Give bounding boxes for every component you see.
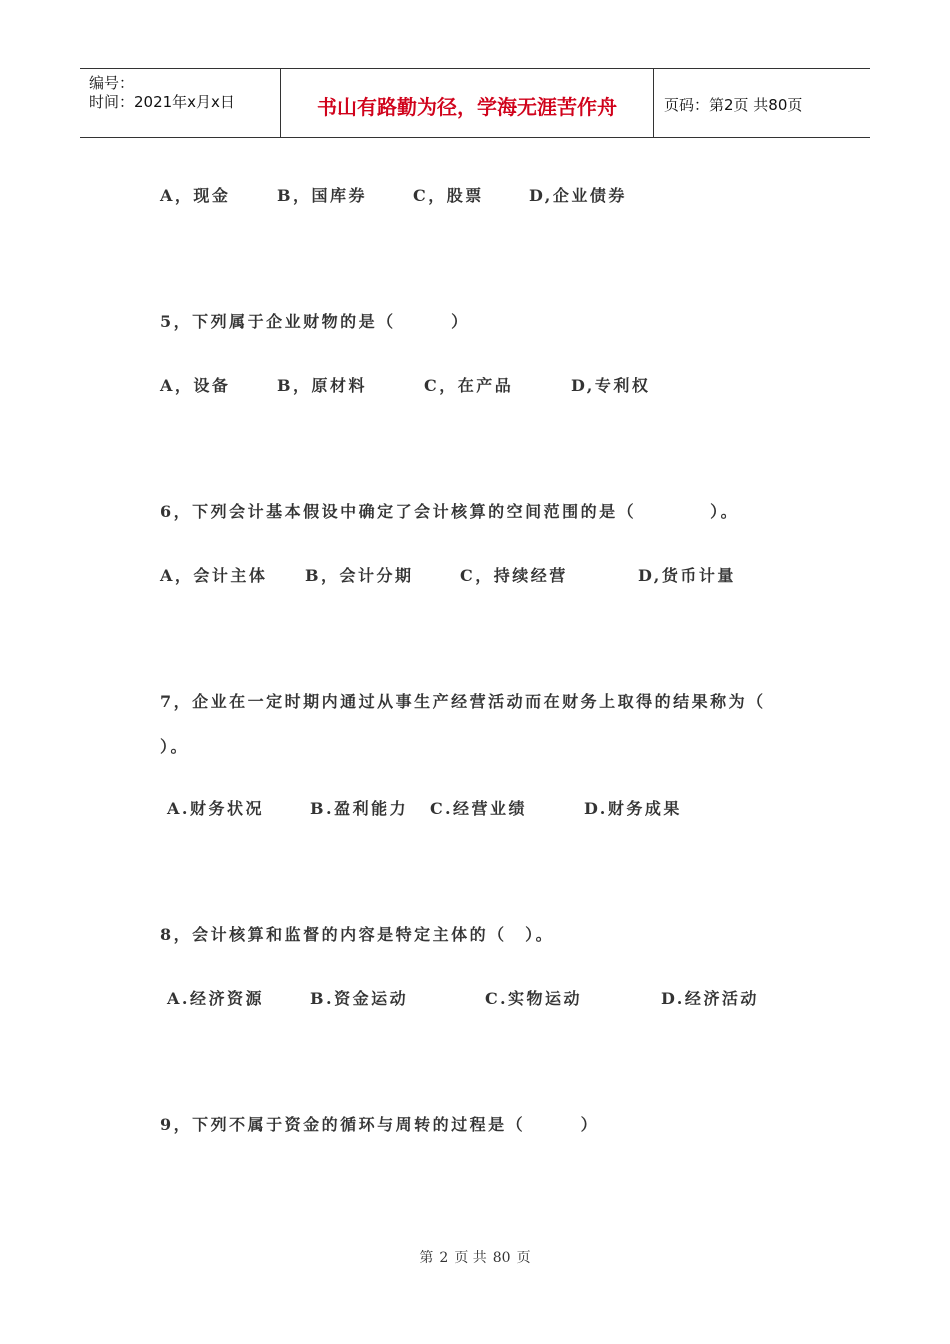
page-footer [0,1247,950,1267]
q5-option-a: A，设备 [160,376,231,395]
motto: 书山有路勤为径，学海无涯苦作舟 [317,95,617,119]
q9-stem: 9，下列不属于资金的循环与周转的过程是（ ） [160,1115,600,1134]
page-header [80,68,870,138]
q8-option-a: A.经济资源 [167,989,264,1008]
footer-page-number: 2 [439,1250,449,1266]
header-meta-cell [80,69,281,137]
header-page-cell [654,69,870,137]
q5-option-d: D,专利权 [571,376,651,395]
id-label: 编号： [89,74,135,92]
q5-option-b: B，原材料 [277,376,368,395]
q4-option-a: A，现金 [160,186,231,205]
q8-stem: 8，会计核算和监督的内容是特定主体的（ ）。 [160,925,555,944]
q6-option-c: C，持续经营 [460,566,568,585]
q8-option-b: B.资金运动 [310,989,409,1008]
q8-option-d: D.经济活动 [661,989,759,1008]
footer-mid: 页 共 [454,1250,487,1266]
q5-option-c: C，在产品 [424,376,514,395]
footer-total-pages: 80 [492,1250,511,1266]
footer-prefix: 第 [419,1250,434,1266]
q6-option-a: A，会计主体 [160,566,268,585]
header-motto-cell [281,69,654,137]
q7-option-b: B.盈利能力 [310,799,409,818]
q7-option-d: D.财务成果 [584,799,682,818]
q6-option-b: B，会计分期 [305,566,414,585]
q8-option-c: C.实物运动 [485,989,583,1008]
q7-option-c: C.经营业绩 [430,799,528,818]
q4-option-c: C，股票 [413,186,484,205]
q6-stem: 6，下列会计基本假设中确定了会计核算的空间范围的是（ ）。 [160,502,740,521]
footer-suffix: 页 [516,1250,531,1266]
q7-stem-line2: ）。 [160,737,190,756]
q6-option-d: D,货币计量 [638,566,736,585]
q4-option-d: D,企业债券 [529,186,627,205]
header-page-code: 页码：第2页 共80页 [664,96,803,114]
time-label: 时间：2021年x月x日 [89,93,235,111]
q7-stem-line1: 7，企业在一定时期内通过从事生产经营活动而在财务上取得的结果称为（ [160,692,766,711]
q7-option-a: A.财务状况 [167,799,264,818]
q5-stem: 5，下列属于企业财物的是（ ） [160,312,470,331]
q4-option-b: B，国库券 [277,186,368,205]
